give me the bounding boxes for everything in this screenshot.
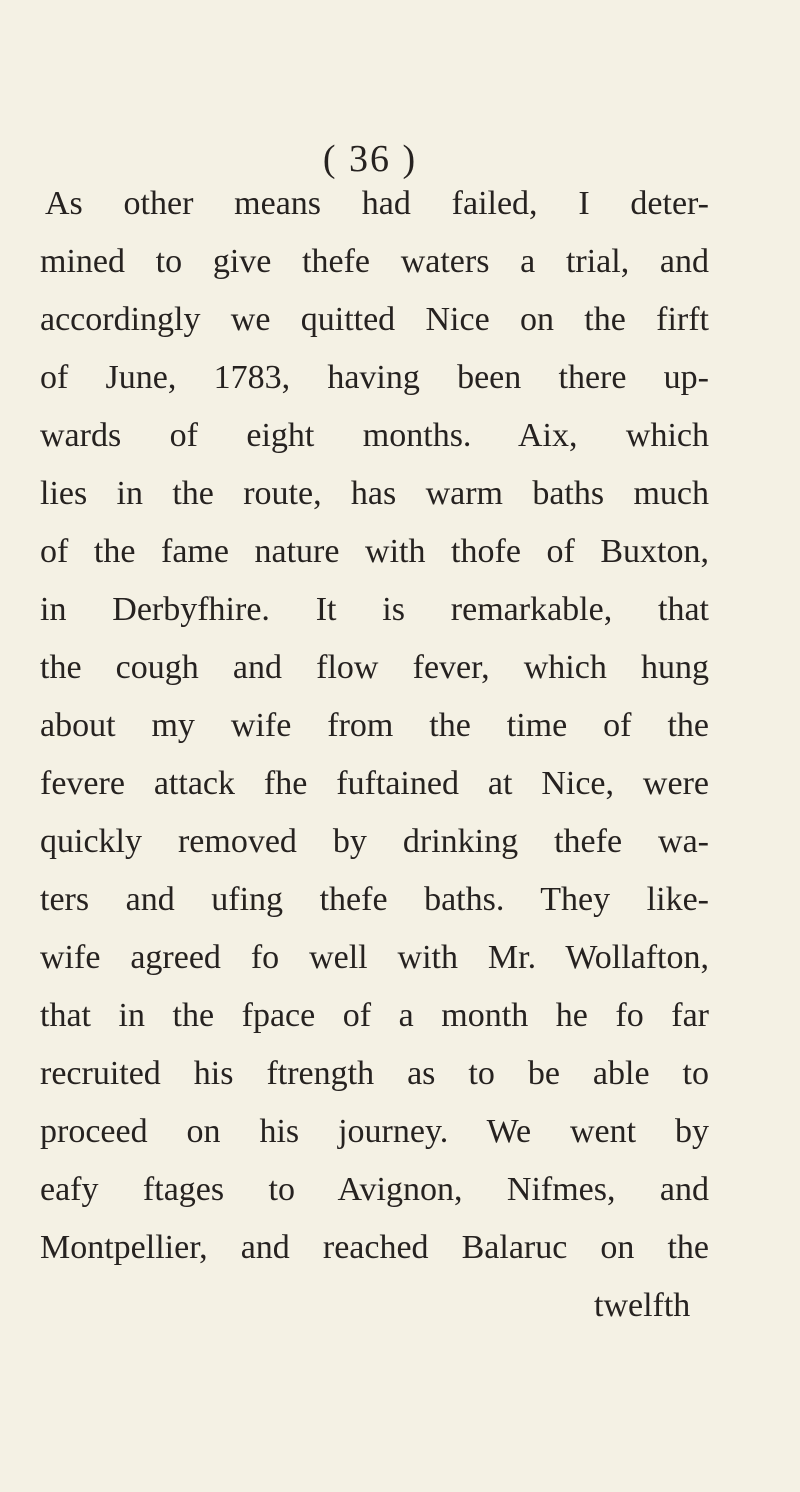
text-line: As other means had failed, I deter- xyxy=(45,185,709,222)
text-line: quickly removed by drinking thefe wa- xyxy=(40,823,709,860)
text-line: eafy ftages to Avignon, Nifmes, and xyxy=(40,1171,709,1208)
page-number: ( 36 ) xyxy=(322,138,418,180)
text-line: the cough and flow fever, which hung xyxy=(40,649,709,686)
text-line: proceed on his journey. We went by xyxy=(40,1113,709,1150)
text-line: wards of eight months. Aix, which xyxy=(40,417,709,454)
text-line: accordingly we quitted Nice on the firft xyxy=(40,301,709,338)
text-line: wife agreed fo well with Mr. Wollafton, xyxy=(40,939,709,976)
text-line: lies in the route, has warm baths much xyxy=(40,475,709,512)
catchword: twelfth xyxy=(594,1287,691,1324)
text-line: of June, 1783, having been there up- xyxy=(40,359,709,396)
text-line: ters and ufing thefe baths. They like- xyxy=(40,881,709,918)
text-line: in Derbyfhire. It is remarkable, that xyxy=(40,591,709,628)
text-line: about my wife from the time of the xyxy=(40,707,709,744)
text-line: of the fame nature with thofe of Buxton, xyxy=(40,533,709,570)
text-line: that in the fpace of a month he fo far xyxy=(40,997,709,1034)
text-line: mined to give thefe waters a trial, and xyxy=(40,243,709,280)
text-line: Montpellier, and reached Balaruc on the xyxy=(40,1229,709,1266)
text-line: fevere attack fhe fuftained at Nice, were xyxy=(40,765,709,802)
text-line: recruited his ftrength as to be able to xyxy=(40,1055,709,1092)
